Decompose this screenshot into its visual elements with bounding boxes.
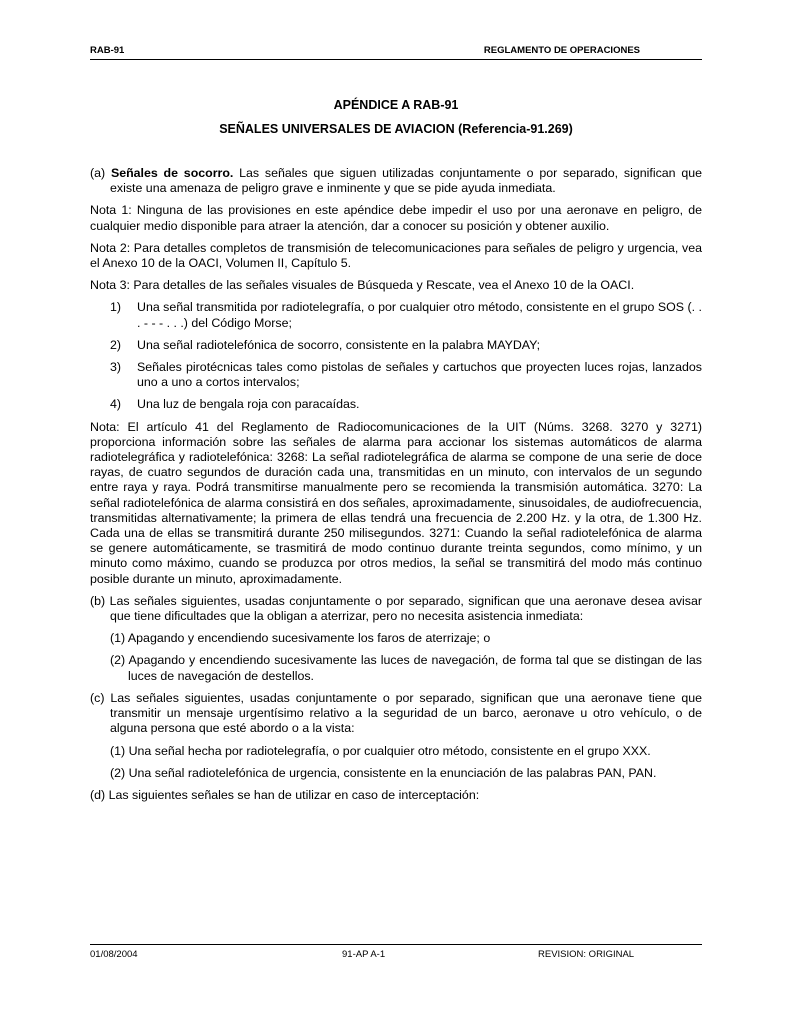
note-1: Nota 1: Ninguna de las provisiones en este apéndice debe impedir el uso por una aeronave en peligro, de cualquier medio disponible para atraer la atención, dar a conocer su posición y obtener auxilio. xyxy=(90,203,702,233)
list-item-text: Señales pirotécnicas tales como pistolas de señales y cartuchos que proyecten luces rojas, lanzados uno a uno a cortos intervalos; xyxy=(137,360,702,390)
list-item xyxy=(110,300,702,330)
header-doc-id: RAB-91 xyxy=(90,45,125,56)
list-item-number: 4) xyxy=(110,397,122,412)
section-b-item: (1) Apagando y encendiendo sucesivamente los faros de aterrizaje; o xyxy=(110,631,491,646)
footer-revision: REVISION: ORIGINAL xyxy=(538,949,635,960)
list-item-number: 3) xyxy=(110,360,122,375)
list-item-text: Una luz de bengala roja con paracaídas. xyxy=(137,397,360,412)
list-item xyxy=(110,338,702,353)
appendix-subtitle: SEÑALES UNIVERSALES DE AVIACION (Referencia-91.269) xyxy=(219,122,573,136)
note-2: Nota 2: Para detalles completos de transmisión de telecomunicaciones para señales de peligro y urgencia, vea el Anexo 10 de la OACI, Volumen II, Capítulo 5. xyxy=(90,240,702,271)
note-3: Nota 3: Para detalles de las señales visuales de Búsqueda y Rescate, vea el Anexo 10 de la OACI. xyxy=(90,278,635,293)
section-c: (c) Las señales siguientes, usadas conjuntamente o por separado, significan que una aeronave tiene que transmitir un mensaje urgentísimo relativo a la seguridad de un barco, aeronave u otro vehículo, o de alguna persona que esté abordo o a la vista: xyxy=(90,690,702,736)
section-d: (d) Las siguientes señales se han de utilizar en caso de interceptación: xyxy=(90,787,480,802)
footer-date: 01/08/2004 xyxy=(90,949,138,960)
document-body xyxy=(90,166,702,810)
section-a-text: Las señales que siguen utilizadas conjuntamente o por separado, significan que existe una amenaza de peligro grave e inminente y que se pide ayuda inmediata. xyxy=(110,166,702,196)
footer-page-number: 91-AP A-1 xyxy=(342,949,386,960)
list-item-number: 1) xyxy=(110,300,122,315)
appendix-title: APÉNDICE A RAB-91 xyxy=(333,98,459,112)
section-a xyxy=(90,166,702,196)
list-item-number: 2) xyxy=(110,337,122,352)
list-item-text: Una señal transmitida por radiotelegrafía, o por cualquier otro método, consistente en el grupo SOS (. . . - - - . . .) del Código Morse; xyxy=(137,300,702,330)
note-uit: Nota: El artículo 41 del Reglamento de Radiocomunicaciones de la UIT (Núms. 3268. 3270 y 3271) proporciona información sobre las señales de alarma para accionar los sistemas automáticos de alarma radiotelegráfica y radiotelefónica: 3268: La señal radiotelegráfica de alarma se compone de una serie de doce rayas, de cuatro segundos de duración cada una, transmitidas en un minuto, con intervalos de un segundo entre raya y raya. Podrá transmitirse manualmente pero se recomienda la transmisión automática. 3270: La señal radiotelefónica de alarma consistirá en dos señales, aproximadamente, sinusoidales, de audiofrecuencia, transmitidas alternativamente; la primera de ellas tendrá una frecuencia de 2.200 Hz. y la otra, de 1.300 Hz. Cada una de ellas se transmitirá durante 250 milisegundos. 3271: Cuando la señal radiotelefónica de alarma se genere automáticamente, se trasmitirá de modo continuo durante treinta segundos, como mínimo, y un minuto como máximo, cuando se produzca por otros medios, la señal se transmitirá del modo más continuo posible durante un minuto, aproximadamente. xyxy=(90,419,702,586)
section-b-item: (2) Apagando y encendiendo sucesivamente las luces de navegación, de forma tal que se distingan de las luces de navegación de destellos. xyxy=(110,653,702,683)
page-header xyxy=(90,45,702,60)
section-b: (b) Las señales siguientes, usadas conjuntamente o por separado, significan que una aeronave desea avisar que tiene dificultades que la obligan a aterrizar, pero no necesita asistencia inmediata: xyxy=(90,593,702,624)
section-c-item: (2) Una señal radiotelefónica de urgencia, consistente en la enunciación de las palabras PAN, PAN. xyxy=(110,765,657,780)
section-a-label: (a) xyxy=(90,166,111,180)
list-item-text: Una señal radiotelefónica de socorro, consistente en la palabra MAYDAY; xyxy=(137,337,541,352)
section-a-heading: Señales de socorro. xyxy=(110,166,234,180)
page-footer xyxy=(90,944,702,960)
header-doc-title: REGLAMENTO DE OPERACIONES xyxy=(483,45,640,56)
list-item xyxy=(110,360,702,390)
section-c-item: (1) Una señal hecha por radiotelegrafía, o por cualquier otro método, consistente en el grupo XXX. xyxy=(110,743,651,758)
list-item xyxy=(110,397,702,412)
